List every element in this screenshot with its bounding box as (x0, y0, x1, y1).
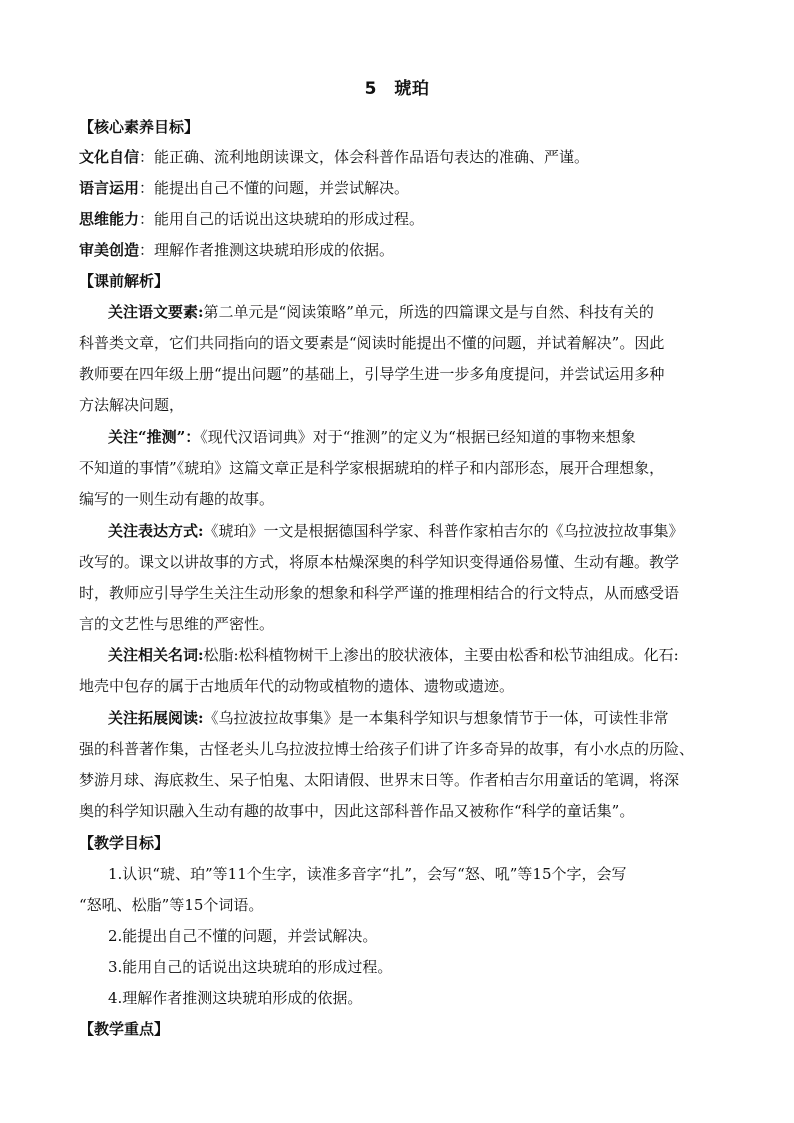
section-heading-core-goals: 【核心素养目标】 (79, 118, 200, 136)
paragraph-text: 《琥珀》一文是根据德国科学家、科普作家柏吉尔的《乌拉波拉故事集》 (203, 522, 684, 540)
core-goal-label: 语言运用 (79, 179, 140, 197)
teaching-goal-3: 3.能用自己的话说出这块琥珀的形成过程。 (108, 958, 393, 976)
paragraph-text: 松脂:松科植物树干上渗出的胶状液体，主要由松香和松节油组成。化石: (203, 646, 679, 664)
teaching-goal-1: 1.认识“琥、珀”等11个生字，读准多音字“扎”，会写“怒、吼”等15个字，会写 (108, 865, 627, 883)
analysis-paragraph-line: 不知道的事情”《琥珀》这篇文章正是科学家根据琥珀的样子和内部形态，展开合理想象， (79, 459, 665, 477)
teaching-goal-4: 4.理解作者推测这块琥珀形成的依据。 (108, 989, 363, 1007)
analysis-paragraph-line: 时，教师应引导学生关注生动形象的想象和科学严谨的推理相结合的行文特点，从而感受语 (79, 584, 680, 602)
analysis-paragraph-line (108, 300, 720, 324)
page-title: 5 琥珀 (364, 79, 430, 99)
core-goal-thinking (79, 207, 719, 231)
analysis-paragraph-line (108, 643, 720, 667)
analysis-paragraph-line: 方法解决问题， (79, 396, 185, 414)
paragraph-label: 关注“推测”： (108, 428, 201, 446)
core-goal-text: ：能用自己的话说出这块琥珀的形成过程。 (139, 210, 425, 228)
analysis-paragraph-line: 编写的一则生动有趣的故事。 (79, 490, 275, 508)
section-heading-analysis: 【课前解析】 (79, 272, 170, 290)
section-heading-teaching-focus: 【教学重点】 (79, 1020, 170, 1038)
paragraph-label: 关注语文要素: (108, 303, 204, 321)
paragraph-text: 第二单元是“阅读策略”单元，所选的四篇课文是与自然、科技有关的 (203, 303, 654, 321)
analysis-paragraph-line: 科普类文章，它们共同指向的语文要素是“阅读时能提出不懂的问题，并试着解决”。因此 (79, 334, 665, 352)
section-heading-teaching-goals: 【教学目标】 (79, 834, 170, 852)
analysis-paragraph-line: 言的文艺性与思维的严密性。 (79, 615, 275, 633)
core-goal-text: ：能正确、流利地朗读课文，体会科普作品语句表达的准确、严谨。 (139, 148, 590, 166)
core-goal-text: ：理解作者推测这块琥珀形成的依据。 (139, 241, 395, 259)
paragraph-label: 关注拓展阅读: (108, 709, 204, 727)
analysis-paragraph-line: 奥的科学知识融入生动有趣的故事中，因此这部科普作品又被称作“科学的童话集”。 (79, 802, 635, 820)
core-goal-text: ：能提出自己不懂的问题，并尝试解决。 (139, 179, 410, 197)
teaching-goal-1-continued: “怒吼、松脂”等15个词语。 (79, 896, 264, 914)
analysis-paragraph-line (108, 425, 720, 449)
analysis-paragraph-line (108, 519, 720, 543)
analysis-paragraph-line: 地壳中包存的属于古地质年代的动物或植物的遗体、遗物或遗迹。 (79, 677, 515, 695)
analysis-paragraph-line (108, 706, 720, 730)
core-goal-label: 文化自信 (79, 148, 140, 166)
core-goal-label: 思维能力 (79, 210, 140, 228)
analysis-paragraph-line: 强的科普著作集，古怪老头儿乌拉波拉博士给孩子们讲了许多奇异的故事，有小水点的历险、 (79, 740, 695, 758)
analysis-paragraph-line: 梦游月球、海底救生、呆子怕鬼、太阳请假、世界末日等。作者柏吉尔用童话的笔调，将深 (79, 771, 680, 789)
core-goal-label: 审美创造 (79, 241, 140, 259)
teaching-goal-2: 2.能提出自己不懂的问题，并尝试解决。 (108, 927, 378, 945)
core-goal-language (79, 176, 719, 200)
paragraph-label: 关注表达方式: (108, 522, 204, 540)
paragraph-text: 《乌拉波拉故事集》是一本集科学知识与想象情节于一体，可读性非常 (203, 709, 669, 727)
paragraph-label: 关注相关名词: (108, 646, 204, 664)
analysis-paragraph-line: 改写的。课文以讲故事的方式，将原本枯燥深奥的科学知识变得通俗易懂、生动有趣。教学 (79, 553, 680, 571)
core-goal-aesthetic (79, 238, 719, 262)
analysis-paragraph-line: 教师要在四年级上册“提出问题”的基础上，引导学生进一步多角度提问，并尝试运用多种 (79, 365, 665, 383)
core-goal-culture (79, 145, 719, 169)
paragraph-text: 《现代汉语词典》对于“推测”的定义为“根据已经知道的事物来想象 (200, 428, 636, 446)
